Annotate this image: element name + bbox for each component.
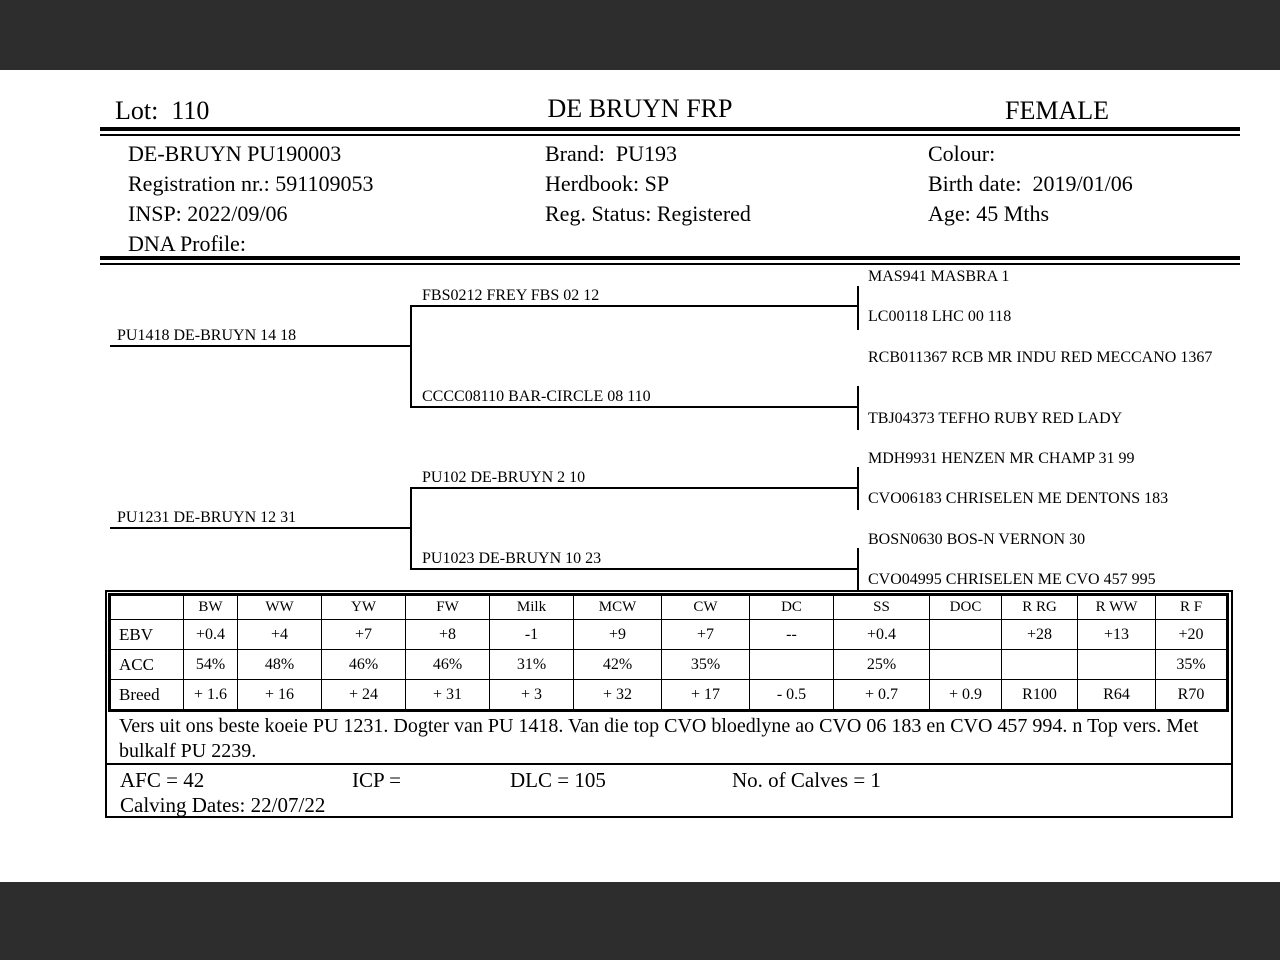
birth-date: Birth date: 2019/01/06 <box>928 171 1133 196</box>
pedigree-gen3-bracket-3 <box>857 467 859 510</box>
pedigree-gen3-bracket-1 <box>857 286 859 330</box>
cell: -- <box>750 620 834 650</box>
pedigree-sire-sire: FBS0212 FREY FBS 02 12 <box>422 287 600 304</box>
cell: +4 <box>238 620 322 650</box>
col-header-bw: BW <box>184 595 238 620</box>
pedigree-sire-line <box>110 345 410 347</box>
cell: 42% <box>574 650 662 680</box>
pedigree-gen3-bracket-4 <box>857 548 859 591</box>
pedigree-gen3-6: CVO06183 CHRISELEN ME DENTONS 183 <box>868 490 1169 507</box>
cell: +7 <box>662 620 750 650</box>
cell: 31% <box>490 650 574 680</box>
pedigree-sire-dam: CCCC08110 BAR-CIRCLE 08 110 <box>422 388 651 405</box>
herdbook: Herdbook: SP <box>545 171 670 196</box>
lot-number: Lot: 110 <box>115 96 210 125</box>
cell: 25% <box>834 650 930 680</box>
cell: +0.4 <box>834 620 930 650</box>
cell: + 24 <box>322 680 406 711</box>
inspection-date: INSP: 2022/09/06 <box>128 201 288 226</box>
col-header-cw: CW <box>662 595 750 620</box>
page-title: DE BRUYN FRP <box>547 94 733 123</box>
col-header-rf: R F <box>1156 595 1228 620</box>
lot-comments: Vers uit ons beste koeie PU 1231. Dogter van PU 1418. Van die top CVO bloedlyne ao CVO 06 183 en CVO 457 994. n Top vers. Met bulkalf PU 2239. <box>119 715 1199 762</box>
pedigree-gen2-line-2 <box>410 406 858 408</box>
reg-status: Reg. Status: Registered <box>545 201 751 226</box>
pedigree-gen3-1: MAS941 MASBRA 1 <box>868 268 1010 285</box>
col-header-fw: FW <box>406 595 490 620</box>
col-header-mcw: MCW <box>574 595 662 620</box>
cell: +13 <box>1078 620 1156 650</box>
stat-icp: ICP = <box>352 768 401 792</box>
cell <box>1002 650 1078 680</box>
cell <box>930 650 1002 680</box>
pedigree-gen3-5: MDH9931 HENZEN MR CHAMP 31 99 <box>868 450 1135 467</box>
pedigree-gen3-2: LC00118 LHC 00 118 <box>868 308 1012 325</box>
pedigree-dam: PU1231 DE-BRUYN 12 31 <box>117 509 297 526</box>
sex-label: FEMALE <box>1005 96 1109 125</box>
cell: + 31 <box>406 680 490 711</box>
pedigree-dam-bracket <box>410 487 412 570</box>
pedigree-gen3-4: TBJ04373 TEFHO RUBY RED LADY <box>868 410 1123 427</box>
pedigree-dam-dam: PU1023 DE-BRUYN 10 23 <box>422 550 602 567</box>
col-header-doc: DOC <box>930 595 1002 620</box>
cell: R64 <box>1078 680 1156 711</box>
pedigree-gen3-bracket-2 <box>857 386 859 430</box>
row-label: EBV <box>110 620 184 650</box>
cell: 48% <box>238 650 322 680</box>
stat-calves: No. of Calves = 1 <box>732 768 881 792</box>
cell: -1 <box>490 620 574 650</box>
row-label: ACC <box>110 650 184 680</box>
dna-profile: DNA Profile: <box>128 231 246 256</box>
animal-name: DE-BRUYN PU190003 <box>128 141 342 166</box>
cell: + 0.7 <box>834 680 930 711</box>
col-header-ww: WW <box>238 595 322 620</box>
viewer-bottom-bar <box>0 882 1280 960</box>
ebv-table <box>108 593 1229 712</box>
notes-separator-line <box>107 763 1231 765</box>
cell: +28 <box>1002 620 1078 650</box>
cell <box>1078 650 1156 680</box>
cell: +8 <box>406 620 490 650</box>
cell: + 0.9 <box>930 680 1002 711</box>
ebv-table-header-row <box>110 595 1228 620</box>
cell: + 3 <box>490 680 574 711</box>
table-row-breed <box>110 680 1228 711</box>
cell: +20 <box>1156 620 1228 650</box>
header-double-rule <box>100 127 1240 136</box>
pedigree-sire: PU1418 DE-BRUYN 14 18 <box>117 327 297 344</box>
pedigree-gen3-7: BOSN0630 BOS-N VERNON 30 <box>868 531 1086 548</box>
cell: R100 <box>1002 680 1078 711</box>
cell: + 16 <box>238 680 322 711</box>
cell: - 0.5 <box>750 680 834 711</box>
cell: +9 <box>574 620 662 650</box>
cell: 46% <box>322 650 406 680</box>
pedigree-dam-sire: PU102 DE-BRUYN 2 10 <box>422 469 586 486</box>
cell: + 32 <box>574 680 662 711</box>
cell: 46% <box>406 650 490 680</box>
stat-dlc: DLC = 105 <box>510 768 606 792</box>
col-header-ss: SS <box>834 595 930 620</box>
table-row-acc <box>110 650 1228 680</box>
brand: Brand: PU193 <box>545 141 677 166</box>
registration-number: Registration nr.: 591109053 <box>128 171 374 196</box>
pedigree-gen3-8: CVO04995 CHRISELEN ME CVO 457 995 <box>868 571 1156 588</box>
cell: 35% <box>662 650 750 680</box>
info-double-rule <box>100 256 1240 265</box>
col-header <box>110 595 184 620</box>
ebv-and-notes-box <box>105 590 1233 818</box>
pedigree-sire-bracket <box>410 305 412 408</box>
row-label: Breed <box>110 680 184 711</box>
viewer-top-bar <box>0 0 1280 70</box>
cell: + 17 <box>662 680 750 711</box>
calving-dates: Calving Dates: 22/07/22 <box>120 793 326 817</box>
cell: 35% <box>1156 650 1228 680</box>
pedigree-gen2-line-3 <box>410 487 858 489</box>
pedigree-gen3-3: RCB011367 RCB MR INDU RED MECCANO 1367 <box>868 349 1213 366</box>
table-row-ebv <box>110 620 1228 650</box>
cell <box>750 650 834 680</box>
pedigree-gen2-line-4 <box>410 568 858 570</box>
cell: +7 <box>322 620 406 650</box>
catalog-page <box>0 70 1280 882</box>
cell: + 1.6 <box>184 680 238 711</box>
pedigree-gen2-line-1 <box>410 305 858 307</box>
age: Age: 45 Mths <box>928 201 1049 226</box>
cell <box>930 620 1002 650</box>
stat-afc: AFC = 42 <box>120 768 205 792</box>
cell: +0.4 <box>184 620 238 650</box>
cell: R70 <box>1156 680 1228 711</box>
colour: Colour: <box>928 141 996 166</box>
col-header-yw: YW <box>322 595 406 620</box>
pedigree-dam-line <box>110 527 410 529</box>
col-header-rrg: R RG <box>1002 595 1078 620</box>
cell: 54% <box>184 650 238 680</box>
col-header-dc: DC <box>750 595 834 620</box>
col-header-milk: Milk <box>490 595 574 620</box>
col-header-rww: R WW <box>1078 595 1156 620</box>
